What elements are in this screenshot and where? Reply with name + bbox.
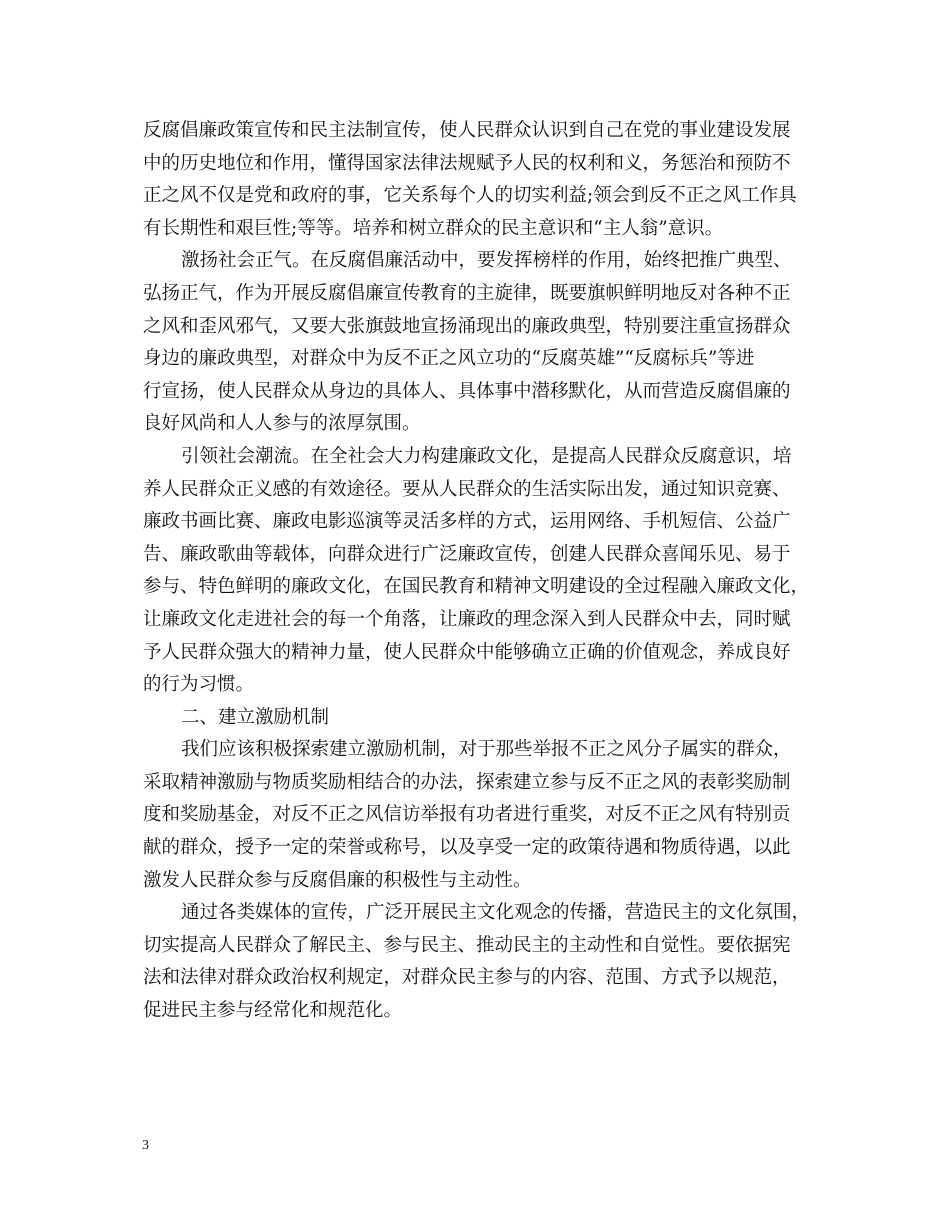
text-line: 激扬社会正气。在反腐倡廉活动中，要发挥榜样的作用，始终把推广典型、 <box>181 250 792 272</box>
section-heading: 二、建立激励机制 <box>181 706 330 728</box>
text-line: 切实提高人民群众了解民主、参与民主、推动民主的主动性和自觉性。要依据宪 <box>143 934 791 956</box>
text-line: 弘扬正气，作为开展反腐倡廉宣传教育的主旋律，既要旗帜鲜明地反对各种不正 <box>143 282 791 304</box>
text-line: 行宣扬，使人民群众从身边的具体人、具体事中潜移默化，从而营造反腐倡廉的 <box>143 380 791 402</box>
text-line: 中的历史地位和作用，懂得国家法律法规赋予人民的权利和义，务惩治和预防不 <box>143 152 791 174</box>
text-line: 反腐倡廉政策宣传和民主法制宣传，使人民群众认识到自己在党的事业建设发展 <box>143 120 791 141</box>
text-line: 引领社会潮流。在全社会大力构建廉政文化，是提高人民群众反腐意识，培 <box>181 445 792 467</box>
text-line: 采取精神激励与物质奖励相结合的办法，探索建立参与反不正之风的表彰奖励制 <box>143 771 791 793</box>
text-line: 之风和歪风邪气，又要大张旗鼓地宣扬涌现出的廉政典型，特别要注重宣扬群众 <box>143 315 791 337</box>
page-number: 3 <box>142 1138 149 1153</box>
text-line: 养人民群众正义感的有效途径。要从人民群众的生活实际出发，通过知识竞赛、 <box>143 478 791 500</box>
text-line: 我们应该积极探索建立激励机制，对于那些举报不正之风分子属实的群众， <box>181 739 792 761</box>
text-line: 让廉政文化走进社会的每一个角落，让廉政的理念深入到人民群众中去，同时赋 <box>143 608 791 630</box>
body-text <box>143 115 819 1028</box>
text-line: 参与、特色鲜明的廉政文化，在国民教育和精神文明建设的全过程融入廉政文化， <box>143 576 810 598</box>
text-line: 有长期性和艰巨性;等等。培养和树立群众的民主意识和“主人翁”意识。 <box>143 217 724 239</box>
text-line: 度和奖励基金，对反不正之风信访举报有功者进行重奖，对反不正之风有特别贡 <box>143 804 791 826</box>
text-line: 廉政书画比赛、廉政电影巡演等灵活多样的方式，运用网络、手机短信、公益广 <box>143 511 791 533</box>
text-line: 的行为习惯。 <box>143 674 255 696</box>
text-line: 激发人民群众参与反腐倡廉的积极性与主动性。 <box>143 869 532 891</box>
text-line: 身边的廉政典型，对群众中为反不正之风立功的“反腐英雄”“反腐标兵”等进 <box>143 348 755 370</box>
text-line: 予人民群众强大的精神力量，使人民群众中能够确立正确的价值观念，养成良好 <box>143 641 791 663</box>
text-line: 通过各类媒体的宣传，广泛开展民主文化观念的传播，营造民主的文化氛围， <box>181 902 811 924</box>
text-line: 法和法律对群众政治权利规定，对群众民主参与的内容、范围、方式予以规范， <box>143 967 791 989</box>
text-line: 正之风不仅是党和政府的事，它关系每个人的切实利益;领会到反不正之风工作具 <box>143 185 797 207</box>
text-line: 献的群众，授予一定的荣誉或称号，以及享受一定的政策待遇和物质待遇，以此 <box>143 837 791 859</box>
text-line: 促进民主参与经常化和规范化。 <box>143 1000 403 1022</box>
text-line: 良好风尚和人人参与的浓厚氛围。 <box>143 413 421 435</box>
text-line: 告、廉政歌曲等载体，向群众进行广泛廉政宣传，创建人民群众喜闻乐见、易于 <box>143 543 791 565</box>
